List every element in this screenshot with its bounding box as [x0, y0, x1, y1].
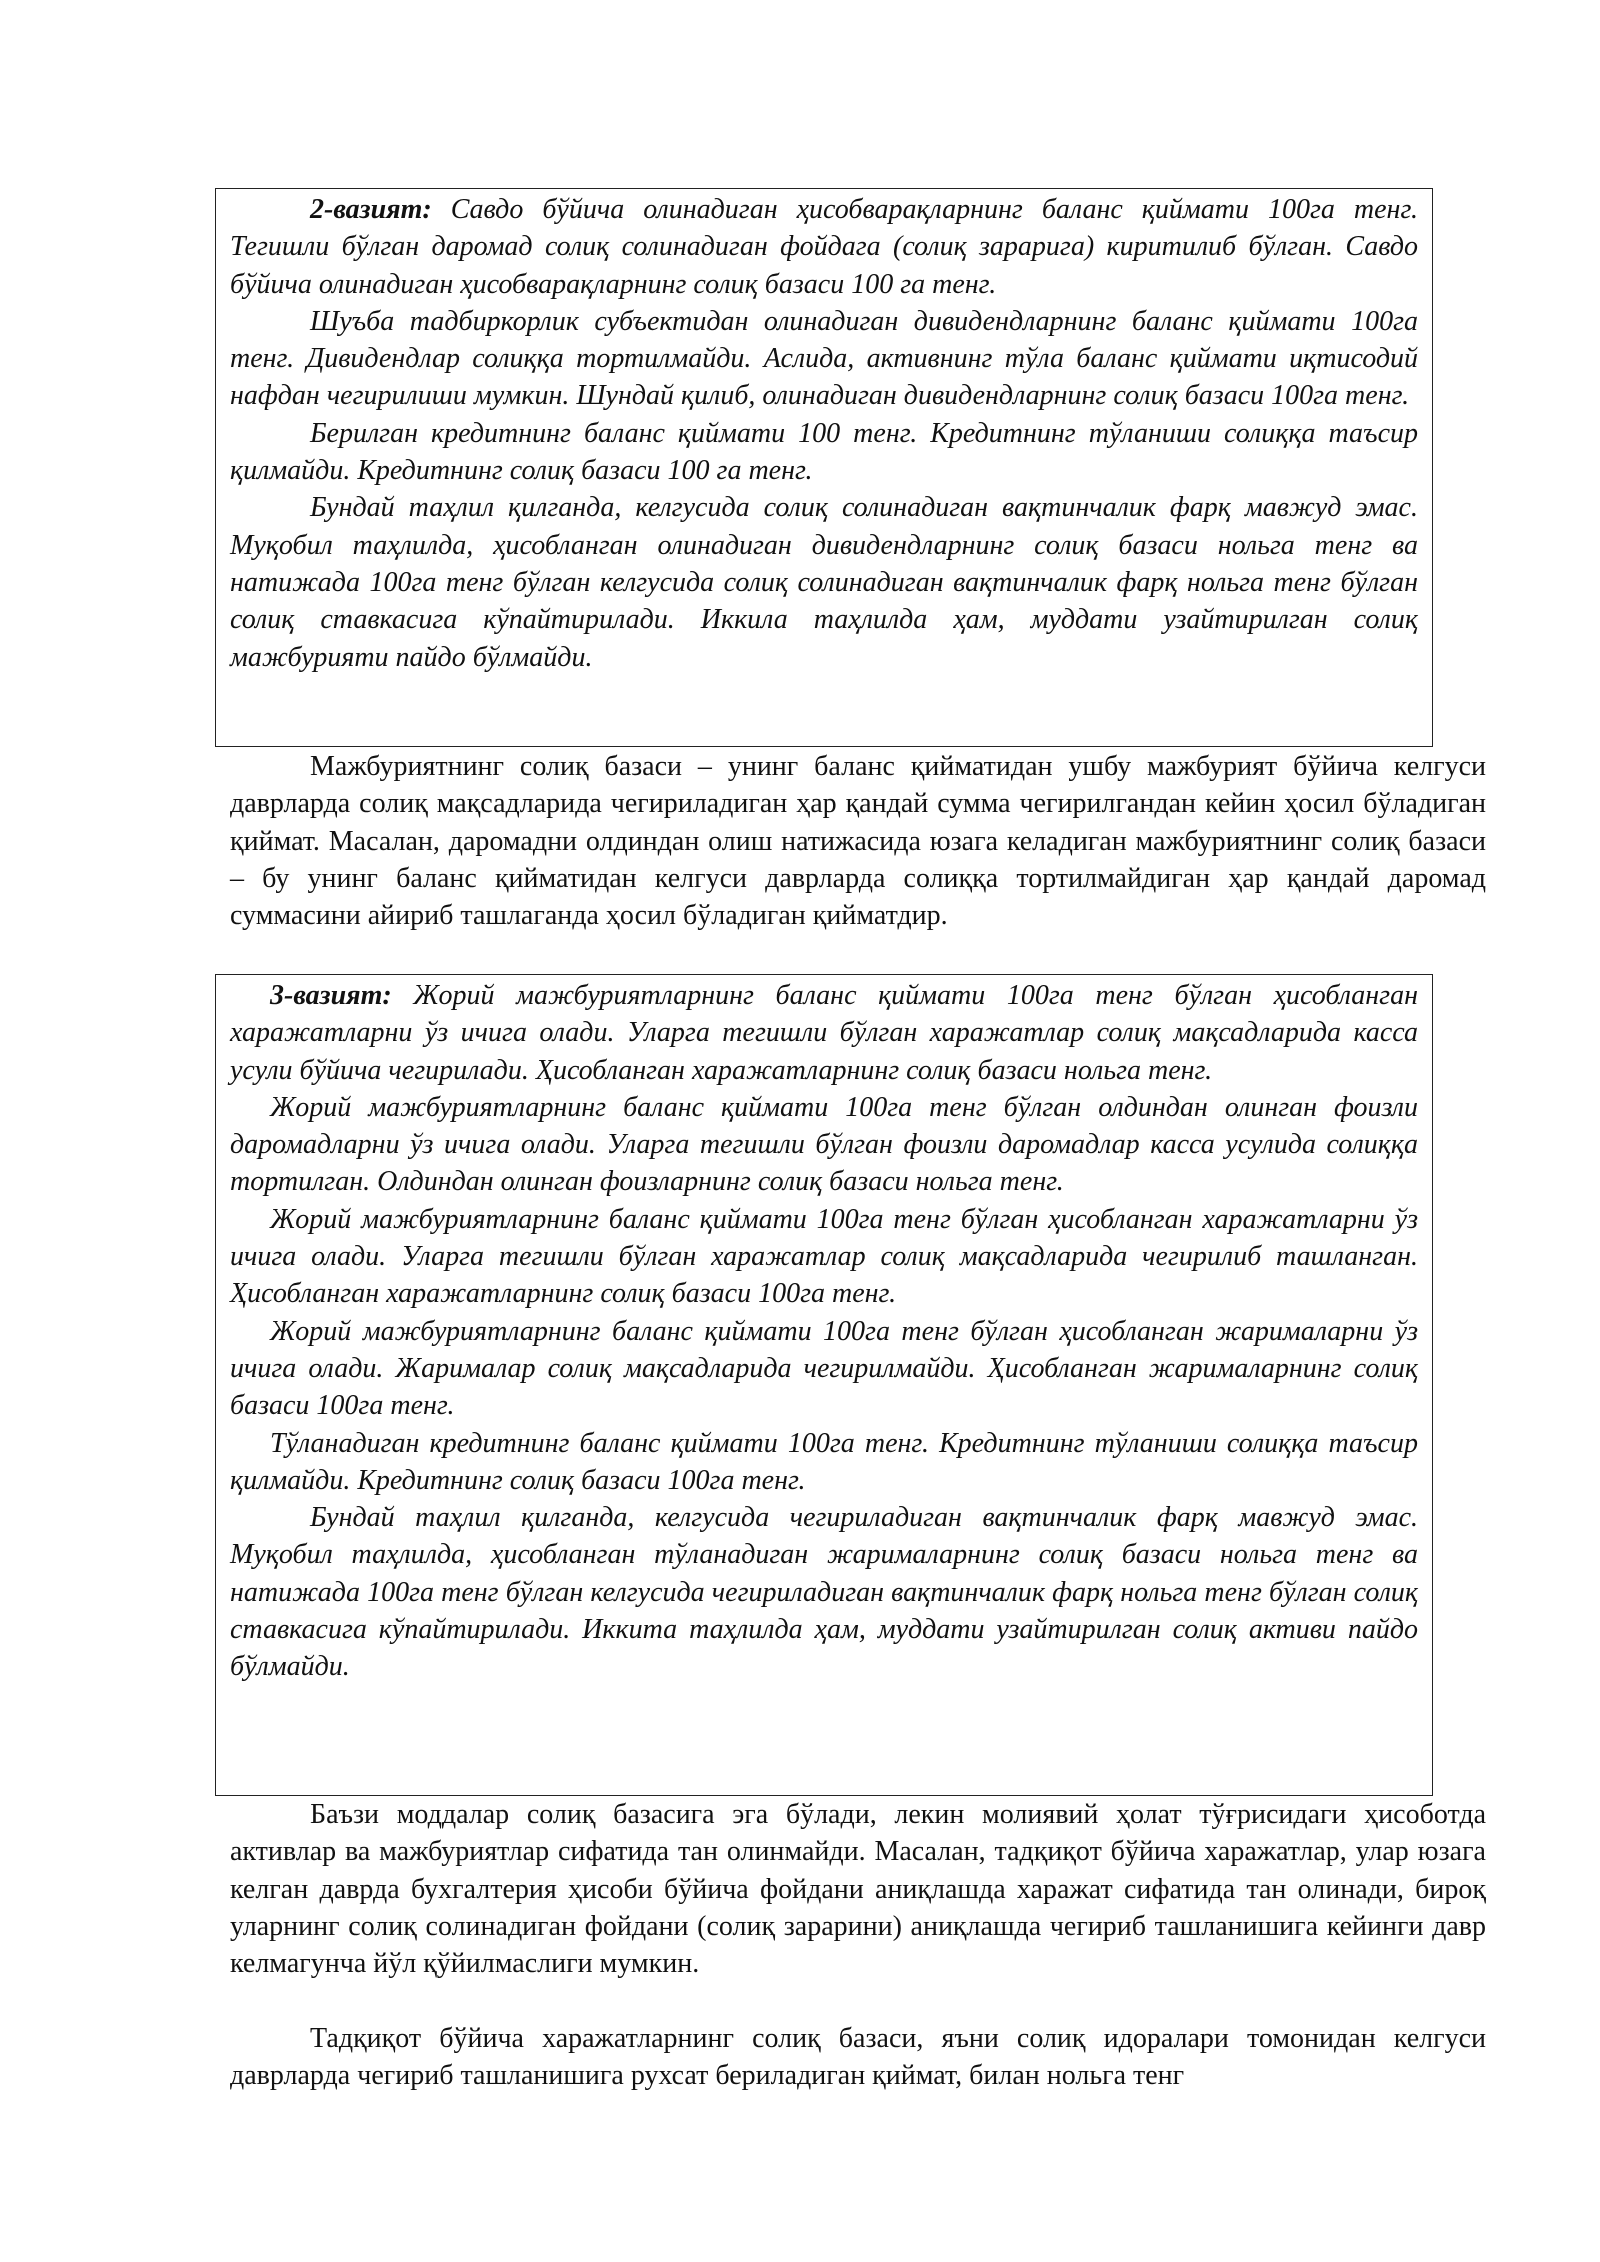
body-paragraph-3 [230, 2020, 1486, 2095]
body-paragraph-1-text: Мажбуриятнинг солиқ базаси – унинг баланс қийматидан ушбу мажбурият бўйича келгуси даврларда солиқ мақсадларида чегириладиган ҳар қандай сумма чегирилгандан кейин ҳосил бўладиган қиймат. Масалан, даромадни олдиндан олиш натижасида юзага келадиган мажбуриятнинг солиқ базаси – бу унинг баланс қийматидан келгуси даврларда солиққа тортилмайдиган ҳар қандай даромад суммасини айириб ташлаганда ҳосил бўладиган қийматдир. [230, 751, 1486, 932]
situation-3-paragraph-6: Бундай таҳлил қилганда, келгусида чегириладиган вақтинчалик фарқ мавжуд эмас. Муқобил таҳлилда, ҳисобланган тўланадиган жарималарнинг солиқ базаси нольга тенг ва натижада 100га тенг бўлган келгусида чегириладиган вақтинчалик фарқ нольга тенг бўлган солиқ ставкасига кўпайтирилади. Иккита таҳлилда ҳам, муддати узайтирилган солиқ активи пайдо бўлмайди. [230, 1502, 1418, 1683]
situation-2-text-1: Савдо бўйича олинадиган ҳисобварақларнинг баланс қиймати 100га тенг. Тегишли бўлган даромад солиқ солинадиган фойдага (солиқ зарарига) киритилиб бўлган. Савдо бўйича олинадиган ҳисобварақларнинг солиқ базаси 100 га тенг. [230, 194, 1418, 300]
situation-2-paragraph-1 [230, 191, 1418, 303]
situation-3-paragraph-4: Жорий мажбуриятларнинг баланс қиймати 100га тенг бўлган ҳисобланган жарималарни ўз ичига олади. Жарималар солиқ мақсадларида чегирилмайди. Ҳисобланган жарималарнинг солиқ базаси 100га тенг. [230, 1315, 1418, 1422]
situation-2-paragraph-2: Шуъба тадбиркорлик субъектидан олинадиган дивидендларнинг баланс қиймати 100га тенг. Дивидендлар солиққа тортилмайди. Аслида, активнинг тўла баланс қиймати иқтисодий нафдан чегирилиши мумкин. Шундай қилиб, олинадиган дивидендларнинг солиқ базаси 100га тенг. [230, 305, 1418, 412]
situation-2-paragraph-3: Берилган кредитнинг баланс қиймати 100 тенг. Кредитнинг тўланиши солиққа таъсир қилмайди. Кредитнинг солиқ базаси 100 га тенг. [230, 417, 1418, 487]
situation-3-lead: 3-вазият: [270, 980, 392, 1011]
body-paragraph-2 [230, 1796, 1486, 1982]
situation-2-box [215, 188, 1433, 747]
body-paragraph-1 [230, 748, 1486, 934]
situation-3-paragraph-1 [230, 977, 1418, 1089]
body-paragraph-2-text: Баъзи моддалар солиқ базасига эга бўлади, лекин молиявий ҳолат тўғрисидаги ҳисоботда активлар ва мажбуриятлар сифатида тан олинмайди. Масалан, тадқиқот бўйича харажатлар, улар юзага келган даврда бухгалтерия ҳисоби бўйича фойдани аниқлашда харажат сифатида тан олинади, бироқ уларнинг солиқ солинадиган фойдани (солиқ зарарини) аниқлашда чегириб ташланишига кейинги давр келмагунча йўл қўйилмаслиги мумкин. [230, 1799, 1486, 1980]
situation-3-paragraph-2: Жорий мажбуриятларнинг баланс қиймати 100га тенг бўлган олдиндан олинган фоизли даромадларни ўз ичига олади. Уларга тегишли бўлган фоизли даромадлар касса усулида солиққа тортилган. Олдиндан олинган фоизларнинг солиқ базаси нольга тенг. [230, 1091, 1418, 1198]
situation-3-paragraph-3: Жорий мажбуриятларнинг баланс қиймати 100га тенг бўлган ҳисобланган харажатларни ўз ичига олади. Уларга тегишли бўлган харажатлар солиқ мақсадларида чегирилиб ташланган. Ҳисобланган харажатларнинг солиқ базаси 100га тенг. [230, 1203, 1418, 1310]
situation-3-text-1: Жорий мажбуриятларнинг баланс қиймати 100га тенг бўлган ҳисобланган харажатларни ўз ичига олади. Уларга тегишли бўлган харажатлар солиқ мақсадларида касса усули бўйича чегирилади. Ҳисобланган харажатларнинг солиқ базаси нольга тенг. [230, 980, 1418, 1086]
body-paragraph-3-text: Тадқиқот бўйича харажатларнинг солиқ базаси, яъни солиқ идоралари томонидан келгуси даврларда чегириб ташланишига рухсат бериладиган қиймат, билан нольга тенг [230, 2023, 1486, 2092]
situation-3-paragraph-5: Тўланадиган кредитнинг баланс қиймати 100га тенг. Кредитнинг тўланиши солиққа таъсир қилмайди. Кредитнинг солиқ базаси 100га тенг. [230, 1427, 1418, 1496]
situation-2-paragraph-4: Бундай таҳлил қилганда, келгусида солиқ солинадиган вақтинчалик фарқ мавжуд эмас. Муқобил таҳлилда, ҳисобланган олинадиган дивидендларнинг солиқ базаси нольга тенг ва натижада 100га тенг бўлган келгусида солиқ солинадиган вақтинчалик фарқ нольга тенг бўлган солиқ ставкасига кўпайтирилади. Иккила таҳлилда ҳам, муддати узайтирилган солиқ мажбурияти пайдо бўлмайди. [230, 492, 1418, 673]
situation-2-lead: 2-вазият: [310, 194, 432, 225]
situation-3-box [215, 974, 1433, 1796]
